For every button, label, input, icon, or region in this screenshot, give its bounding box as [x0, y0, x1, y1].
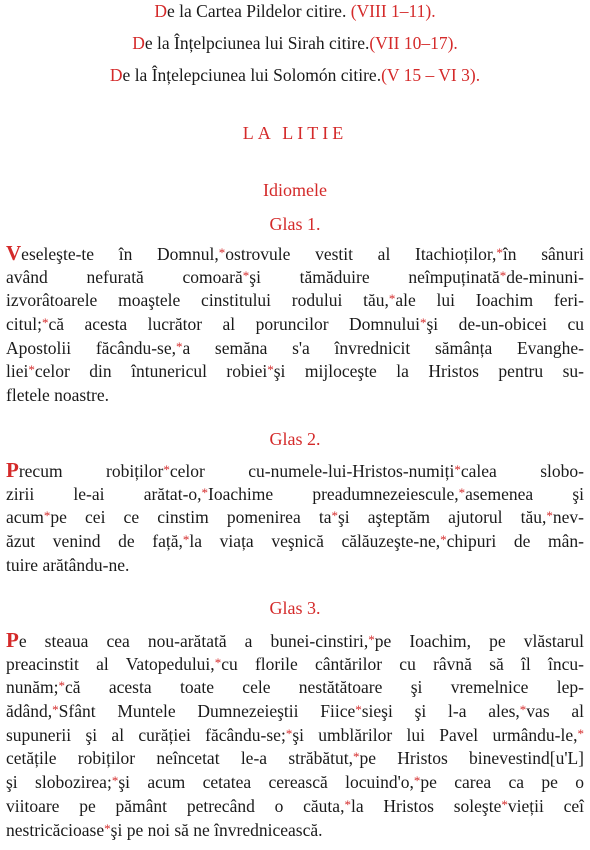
asterisk-mark: *	[344, 796, 351, 812]
asterisk-mark: *	[419, 315, 427, 331]
hymn-line: supunerii şi al curăției făcându-se;*şi umblărilor lui Pavel urmându-le,*	[6, 724, 585, 745]
hymn-paragraph-3	[6, 629, 584, 842]
asterisk-mark: *	[501, 796, 508, 812]
hymn-line: ădând,*Sfânt Muntele Dumnezeieştii Fiice*sieşi şi l-a ales,*vas al	[6, 701, 584, 722]
asterisk-mark: *	[52, 702, 59, 718]
hymn-line: tuire arătându-ne.	[6, 554, 130, 575]
asterisk-mark: *	[519, 702, 527, 718]
hymn-line: fletele noastre.	[6, 385, 110, 406]
reading-initial: D	[132, 33, 145, 53]
asterisk-mark: *	[577, 725, 585, 741]
reading-text: e la Înțelpciunea lui Sirah citire.	[144, 33, 370, 53]
reading-reference: (VIII 1–11).	[350, 1, 436, 21]
asterisk-mark: *	[58, 678, 65, 694]
asterisk-mark: *	[331, 508, 338, 524]
glas-heading-2: Glas 2.	[269, 429, 321, 449]
hymn-line: nunăm;*că acesta toate cele nestătătoare şi vremelnice lep-	[6, 677, 584, 698]
asterisk-mark: *	[111, 773, 119, 789]
asterisk-mark: *	[454, 462, 461, 477]
reading-reference: (V 15 – VI 3).	[381, 65, 481, 85]
hymn-line: zirii le-ai arătat-o,*Ioachime preadumnezeiescule,*asemenea şi	[6, 483, 585, 504]
hymn-line: şi slobozirea;*şi acum cetatea cerească locuind'o,*pe carea ca pe o	[6, 772, 585, 793]
hymn-line: acum*pe cei ce cinstim pomenirea ta*şi aşteptăm ajutorul tău,*nev-	[6, 507, 584, 528]
asterisk-mark: *	[218, 245, 226, 260]
initial-letter: V	[6, 241, 22, 265]
hymn-line: izvorâtoarele moaştele cinstitului rodului tău,*ale lui Ioachim feri-	[6, 290, 584, 311]
hymn-line: Pe steaua cea nou-arătată a bunei-cinstiri,*pe Ioachim, pe vlăstarul	[6, 628, 584, 652]
glas-heading-1: Glas 1.	[269, 214, 321, 234]
reading-initial: D	[154, 1, 168, 21]
initial-letter: P	[6, 628, 19, 652]
asterisk-mark: *	[352, 749, 360, 765]
asterisk-mark: *	[214, 654, 222, 670]
asterisk-mark: *	[368, 632, 375, 647]
asterisk-mark: *	[413, 773, 421, 789]
hymn-paragraph-2	[6, 459, 584, 577]
asterisk-mark: *	[440, 532, 447, 548]
hymn-line: liei*celor din întunericul robiei*şi mijloceşte la Hristos pentru su-	[6, 361, 584, 382]
glas-heading-3: Glas 3.	[269, 598, 321, 618]
asterisk-mark: *	[499, 267, 507, 283]
asterisk-mark: *	[43, 508, 51, 524]
initial-letter: P	[6, 458, 19, 482]
hymn-line: Apostolii făcându-se,*a semăna s'a învrednicit sămânța Evanghe-	[6, 337, 585, 358]
reading-initial: D	[109, 65, 123, 85]
hymn-line: preacinstit al Vatopedului,*cu florile cântărilor cu râvnă să îl încu-	[6, 653, 584, 674]
asterisk-mark: *	[546, 508, 553, 524]
asterisk-mark: *	[388, 291, 396, 307]
hymn-line: nestricăcioase*şi pe noi să ne învrednicească.	[6, 819, 323, 840]
asterisk-mark: *	[182, 532, 190, 548]
asterisk-mark: *	[458, 484, 466, 500]
hymn-line: viitoare pe pământ petrecând o căuta,*la Hristos soleşte*vieții ceî	[6, 795, 584, 816]
asterisk-mark: *	[285, 725, 293, 741]
hymn-line: având nefurată comoară*şi tămăduire neîmpuținată*de-minuni-	[6, 266, 584, 287]
reading-line-1	[0, 0, 590, 22]
reading-line-2	[0, 32, 590, 54]
reading-line-3	[0, 64, 590, 86]
asterisk-mark: *	[175, 338, 183, 354]
asterisk-mark: *	[201, 484, 209, 500]
asterisk-mark: *	[28, 362, 35, 378]
hymn-paragraph-1	[6, 242, 584, 408]
reading-text: e la Cartea Pildelor citire.	[167, 1, 347, 21]
asterisk-mark: *	[355, 702, 362, 718]
reading-text: e la Înțelepciunea lui Solomón citire.	[122, 65, 382, 85]
subsection-title: Idiomele	[263, 180, 327, 200]
asterisk-mark: *	[163, 462, 170, 477]
asterisk-mark: *	[104, 820, 111, 836]
section-title: LA LITIE	[242, 123, 348, 143]
asterisk-mark: *	[496, 245, 503, 260]
hymn-line: Veseleşte-te în Domnul,*ostrovule vestit al Itachioților,*în sânuri	[6, 241, 584, 265]
asterisk-mark: *	[242, 267, 250, 283]
reading-reference: (VII 10–17).	[369, 33, 458, 53]
asterisk-mark: *	[41, 315, 49, 331]
hymn-line: citul;*că acesta lucrător al poruncilor Domnului*şi de-un-obicei cu	[6, 314, 584, 335]
hymn-line: cetățile robiților neîncetat le-a străbătut,*pe Hristos binevestind[u'L]	[6, 748, 584, 769]
hymn-line: Precum robiților*celor cu-numele-lui-Hristos-numiți*calea slobo-	[6, 458, 584, 482]
hymn-line: ăzut venind de față,*la viața veşnică călăuzeşte-ne,*chipuri de mân-	[6, 531, 584, 552]
asterisk-mark: *	[267, 362, 274, 378]
